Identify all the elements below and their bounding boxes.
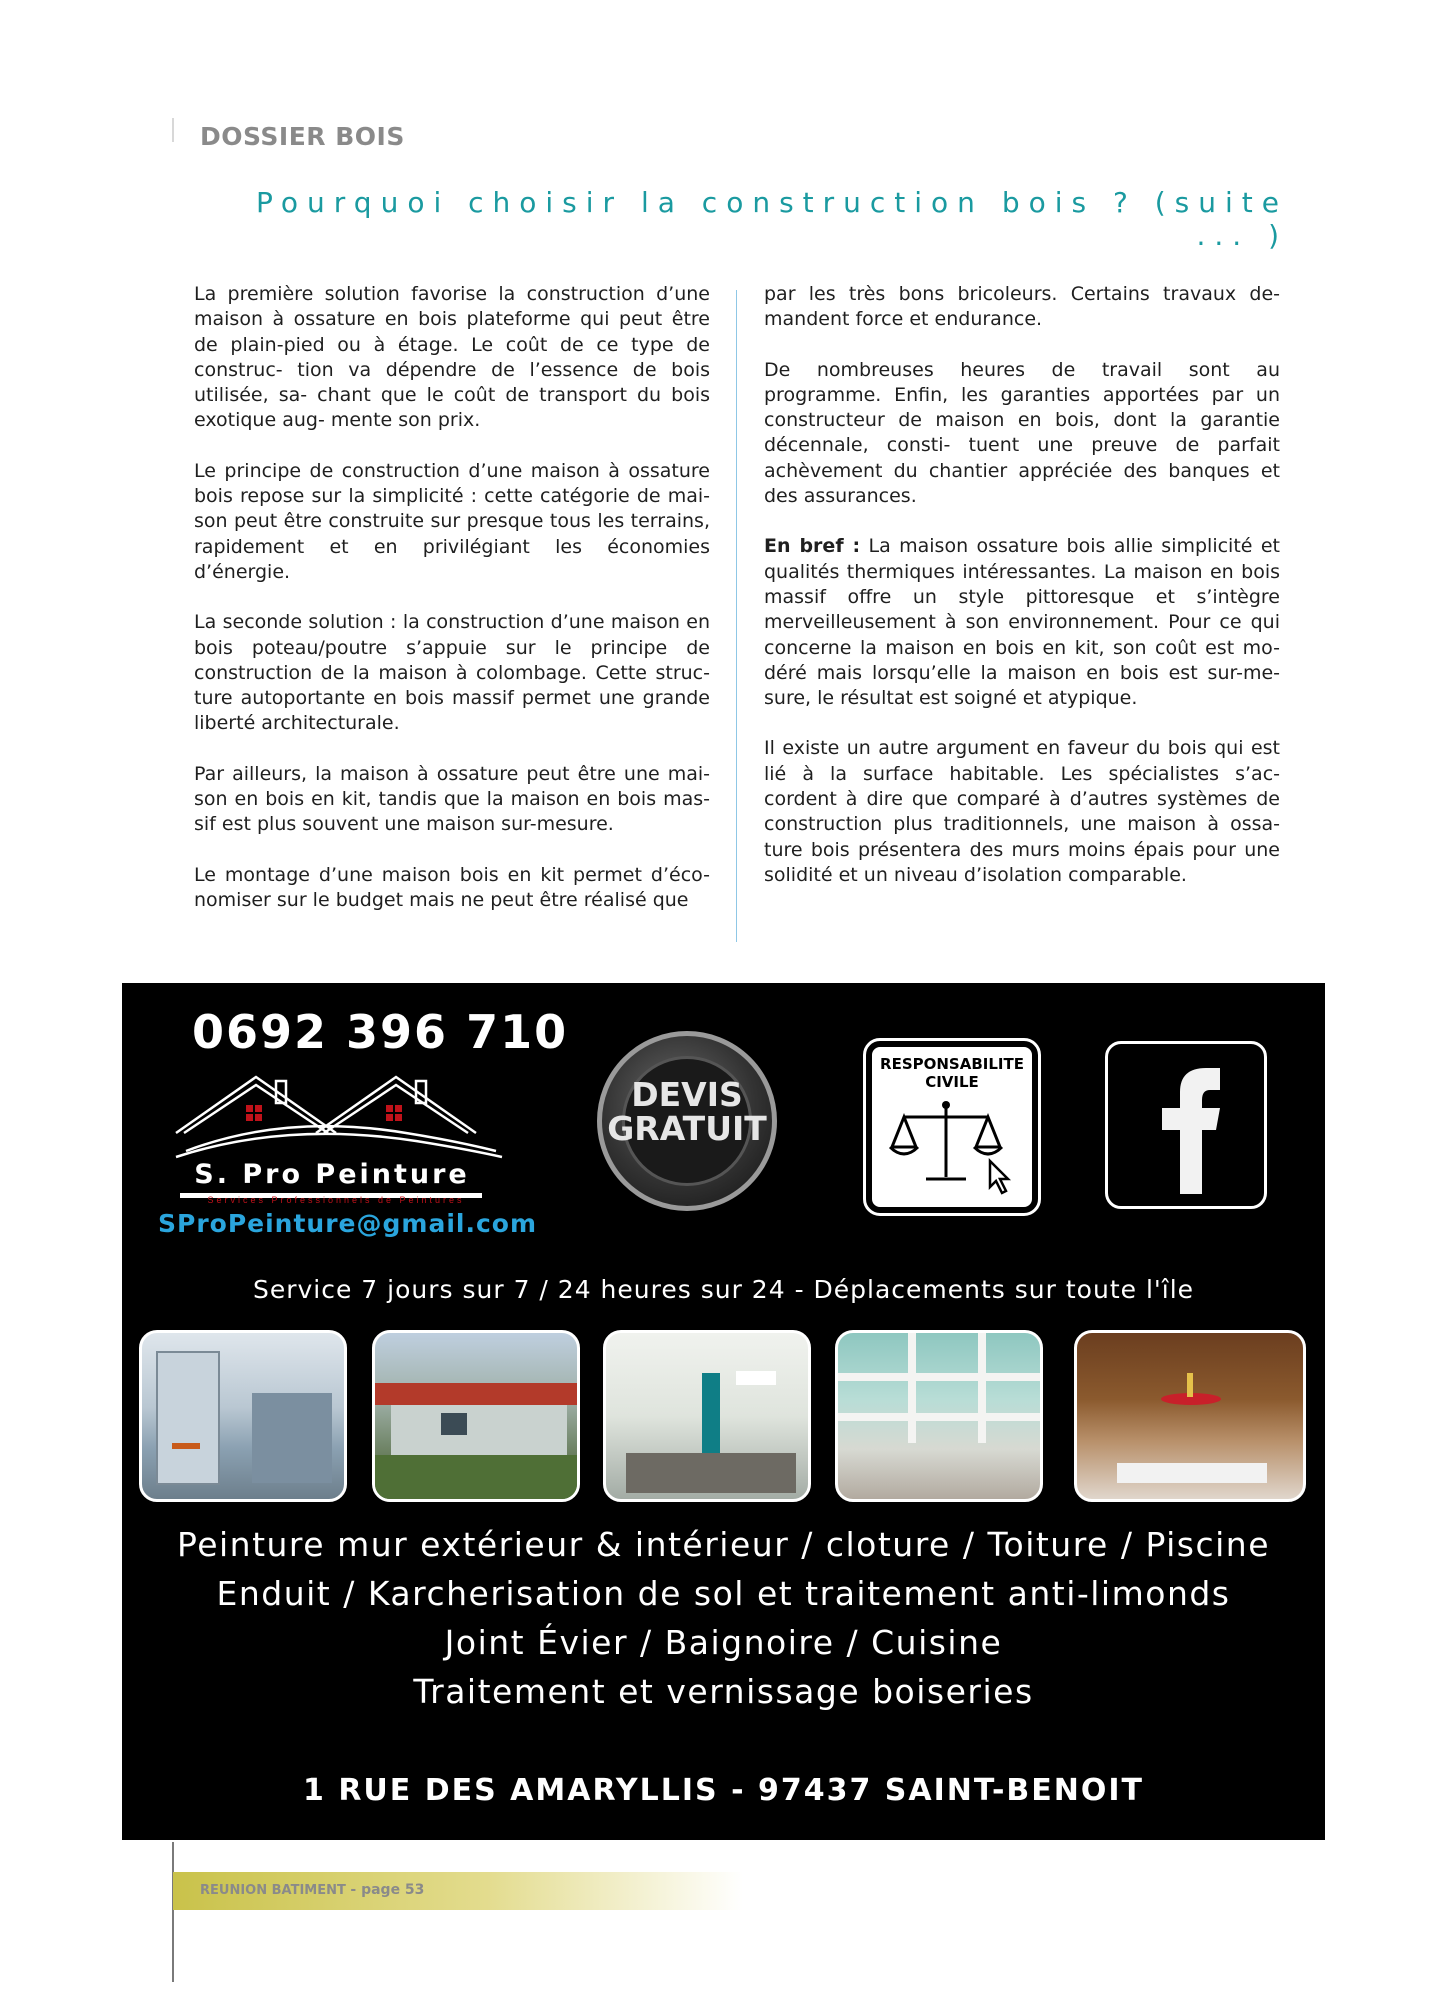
- magazine-name: REUNION BATIMENT: [200, 1883, 346, 1898]
- service-hours: Service 7 jours sur 7 / 24 heures sur 24 - Déplacements sur toute l'île: [252, 1275, 1195, 1304]
- service-line: Peinture mur extérieur & intérieur / cloture / Toiture / Piscine: [176, 1525, 1271, 1564]
- page-title: Pourquoi choisir la construction bois ? (suite ... ): [256, 186, 1288, 252]
- paragraph: Il existe un autre argument en faveur du bois qui est lié à la surface habitable. Les spécialistes s’ac- cordent à dire que comparé à d’autres systèmes de construction plus traditionnels, une maison à ossa- ture bois présentera des murs moins épais pour une solidité et un niveau d’isolation comparable.: [764, 737, 1280, 886]
- page-number: - page 53: [350, 1882, 425, 1898]
- service-line: Enduit / Karcherisation de sol et traitement anti-limonds: [216, 1574, 1231, 1613]
- badge-label: DEVIS GRATUIT: [607, 1075, 767, 1148]
- photo-interior-room: [139, 1330, 347, 1502]
- badge-label: RESPONSABILITE CIVILE: [880, 1055, 1024, 1091]
- paragraph-text: La maison ossature bois allie simplicité et qualités thermiques intéressantes. La maison en bois massif offre un style pittoresque et s’intègre merveilleusement à son environnement. Pour ce qui concerne la maison en bois en kit, son coût est mo- déré mais lorsqu’elle la maison en bois est sur-me- sure, le résultat est soigné et atypique.: [764, 535, 1280, 710]
- services-list: [122, 1520, 1325, 1716]
- photo-living-room: [603, 1330, 811, 1502]
- paragraph: De nombreuses heures de travail sont au programme. Enfin, les garanties apportées par un constructeur de maison en bois, dont la garantie décennale, consti- tuent une preuve de parfait achèvement du chantier appréciée des banques et des assurances.: [764, 358, 1280, 508]
- article-column-right: [764, 282, 1280, 913]
- phone-number[interactable]: 0692 396 710: [192, 1005, 569, 1059]
- devis-gratuit-badge: [597, 1031, 777, 1211]
- paragraph: [764, 534, 1280, 711]
- section-marker: [172, 118, 174, 142]
- advertisement: [122, 983, 1325, 1840]
- photo-wooden-ceiling: [1074, 1330, 1306, 1502]
- paragraph: Le principe de construction d’une maison à ossature bois repose sur la simplicité : cette catégorie de mai- son peut être construite sur presque tous les terrains, rapidement et en privilégiant les économies d’énergie.: [194, 459, 710, 583]
- responsabilite-civile-badge: [866, 1041, 1038, 1213]
- service-line: Traitement et vernissage boiseries: [413, 1672, 1034, 1711]
- house-logo-icon: [166, 1063, 506, 1163]
- scales-of-justice-icon: [886, 1097, 1026, 1201]
- lead-in: En bref :: [764, 535, 861, 558]
- brand-tagline: Services Professionnels de Peintures: [207, 1195, 465, 1205]
- column-divider: [736, 290, 737, 942]
- article-column-left: [194, 282, 710, 984]
- facebook-logo-icon: [1108, 1044, 1264, 1206]
- photo-house-exterior: [372, 1330, 580, 1502]
- service-line: Joint Évier / Baignoire / Cuisine: [444, 1623, 1003, 1662]
- paragraph: La première solution favorise la construction d’une maison à ossature en bois plateforme qui peut être de plain-pied ou à étage. Le coût de ce type de construc- tion va dépendre de l’essence de bois utilisée, sa- chant que le coût de transport du bois exotique aug- mente son prix.: [194, 283, 710, 432]
- email-link[interactable]: SProPeinture@gmail.com: [158, 1209, 538, 1238]
- page-footer: [200, 1882, 424, 1898]
- brand-name: S. Pro Peinture: [194, 1159, 470, 1190]
- paragraph: La seconde solution : la construction d’une maison en bois poteau/poutre s’appuie sur le principe de construction de la maison à colombage. Cette struc- ture autoportante en bois massif permet une grande liberté architecturale.: [194, 611, 710, 735]
- paragraph: Par ailleurs, la maison à ossature peut être une mai- son en bois en kit, tandis que la maison en bois mas- sif est plus souvent une maison sur-mesure.: [194, 762, 710, 836]
- photo-ceiling-work: [835, 1330, 1043, 1502]
- business-address: 1 RUE DES AMARYLLIS - 97437 SAINT-BENOIT: [303, 1773, 1144, 1808]
- section-tag: DOSSIER BOIS: [200, 122, 405, 151]
- paragraph: Le montage d’une maison bois en kit permet d’éco- nomiser sur le budget mais ne peut être réalisé que: [194, 863, 710, 911]
- facebook-icon[interactable]: [1105, 1041, 1267, 1209]
- paragraph: par les très bons bricoleurs. Certains travaux de- mandent force et endurance.: [764, 283, 1280, 331]
- photo-strip: [139, 1330, 1309, 1502]
- footer-rule: [172, 1842, 174, 1982]
